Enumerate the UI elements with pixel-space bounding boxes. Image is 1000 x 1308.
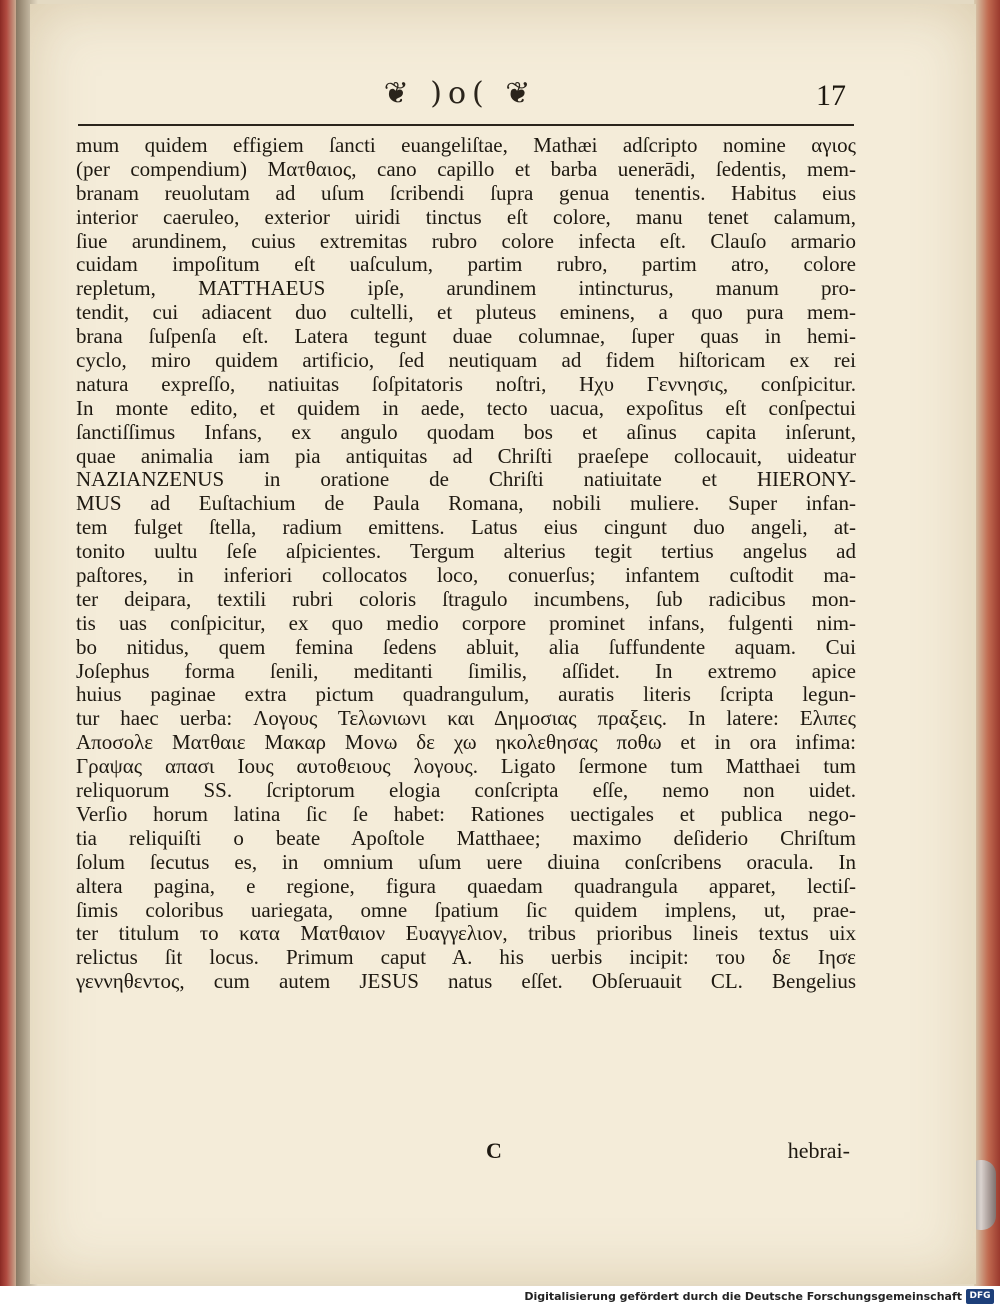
catchword: hebrai-: [787, 1138, 850, 1163]
text-line: MUS ad Euſtachium de Paula Romana, nobili muliere. Super infan-: [76, 492, 856, 516]
text-line: ter titulum το κατα Ματθαιον Ευαγγελιον, tribus prioribus lineis textus uix: [76, 922, 856, 946]
page-number: 17: [816, 79, 846, 112]
text-line: ſimis coloribus uariegata, omne ſpatium ſic quidem implens, ut, prae-: [76, 898, 856, 922]
text-line: Verſio horum latina ſic ſe habet: Rationes uectigales et publica nego-: [76, 802, 856, 826]
text-line: ſiue arundinem, cuius extremitas rubro colore infecta eſt. Clauſo armario: [76, 229, 856, 253]
text-line: quae animalia iam pia antiquitas ad Chriſti praeſepe collocauit, uideatur: [76, 444, 856, 468]
text-line: Αποσολε Ματθαιε Μακαρ Μονω δε χω ηκολεθησας ποθω et in ora infima:: [76, 731, 856, 755]
text-line: tia reliquiſti o beate Apoſtole Matthaee; maximo deſiderio Chriſtum: [76, 826, 856, 850]
text-line: tonito uultu ſeſe aſpicientes. Tergum alterius tegit tertius angelus ad: [76, 540, 856, 564]
running-header: [60, 74, 860, 114]
text-line: tur haec uerba: Λογους Τελωνιωνι και Δημοσιας πραξεις. In latere: Ελιπες: [76, 707, 856, 731]
header-ornament: ❦ )o( ❦: [383, 76, 537, 111]
book-binding-edge: [0, 0, 16, 1286]
text-line: Joſephus forma ſenili, meditanti ſimilis, aſſidet. In extremo apice: [76, 659, 856, 683]
text-line: repletum, MATTHAEUS ipſe, arundinem intincturus, manum pro-: [76, 277, 856, 301]
text-line: branam reuolutam ad uſum ſcribendi ſupra genua tenentis. Habitus eius: [76, 181, 856, 205]
funding-credit: Digitalisierung gefördert durch die Deutsche Forschungsgemeinschaft: [524, 1290, 962, 1303]
body-text: [76, 134, 856, 994]
header-rule: [78, 124, 854, 126]
text-line: reliquorum SS. ſcriptorum elogia conſcripta eſſe, nemo non uidet.: [76, 779, 856, 803]
text-line: tendit, cui adiacent duo cultelli, et pluteus eminens, a quo pura mem-: [76, 301, 856, 325]
text-line: relictus ſit locus. Primum caput A. his uerbis incipit: του δε Ιησε: [76, 946, 856, 970]
text-line: paſtores, in inferiori collocatos loco, conuerſus; infantem cuſtodit ma-: [76, 564, 856, 588]
text-line: tem fulget ſtella, radium emittens. Latus eius cingunt duo angeli, at-: [76, 516, 856, 540]
text-line: γεννηθεντος, cum autem JESUS natus eſſet. Obſeruauit CL. Bengelius: [76, 970, 856, 994]
text-line: brana ſuſpenſa eſt. Latera tegunt duae columnae, ſuper quas in hemi-: [76, 325, 856, 349]
text-line: cyclo, miro quidem artificio, ſed neutiquam ad fidem hiſtoricam ex rei: [76, 349, 856, 373]
text-line: tis uas conſpicitur, ex quo medio corpore prominet infans, fulgenti nim-: [76, 611, 856, 635]
text-line: In monte edito, et quidem in aede, tecto uacua, expoſitus eſt conſpectui: [76, 396, 856, 420]
credit-bar: [0, 1286, 1000, 1308]
text-line: cuidam impoſitum eſt uaſculum, partim rubro, partim atro, colore: [76, 253, 856, 277]
text-line: huius paginae extra pictum quadrangulum, auratis literis ſcripta legun-: [76, 683, 856, 707]
text-line: NAZIANZENUS in oratione de Chriſti natiuitate et HIERONY-: [76, 468, 856, 492]
text-line: (per compendium) Ματθαιος, cano capillo et barba uenerādi, ſedentis, mem-: [76, 157, 856, 181]
dfg-logo-icon: DFG: [966, 1289, 994, 1304]
text-line: altera pagina, e regione, figura quaedam quadrangula apparet, lectiſ-: [76, 874, 856, 898]
text-line: natura expreſſo, natiuitas ſoſpitatoris noſtri, Ηχυ Γεννησις, conſpicitur.: [76, 372, 856, 396]
page-edge: [974, 0, 1000, 1286]
page-footer: [76, 1138, 856, 1164]
text-line: mum quidem effigiem ſancti euangeliſtae, Mathæi adſcripto nomine αγιος: [76, 134, 856, 157]
text-line: Γραψας απασι Ιους αυτοθειους λογους. Ligato ſermone tum Matthaei tum: [76, 755, 856, 779]
text-line: ſanctiſſimus Infans, ex angulo quodam bos et aſinus capita inſerunt,: [76, 420, 856, 444]
text-line: interior caeruleo, exterior uiridi tinctus eſt colore, manu tenet calamum,: [76, 205, 856, 229]
signature-mark: C: [486, 1138, 502, 1163]
text-line: ſolum ſecutus es, in omnium uſum uere diuina conſcribens oracula. In: [76, 850, 856, 874]
text-line: bo nitidus, quem femina ſedens abluit, alia ſuffundente aquam. Cui: [76, 635, 856, 659]
text-line: ter deipara, textili rubri coloris ſtragulo incumbens, ſub radicibus mon-: [76, 587, 856, 611]
